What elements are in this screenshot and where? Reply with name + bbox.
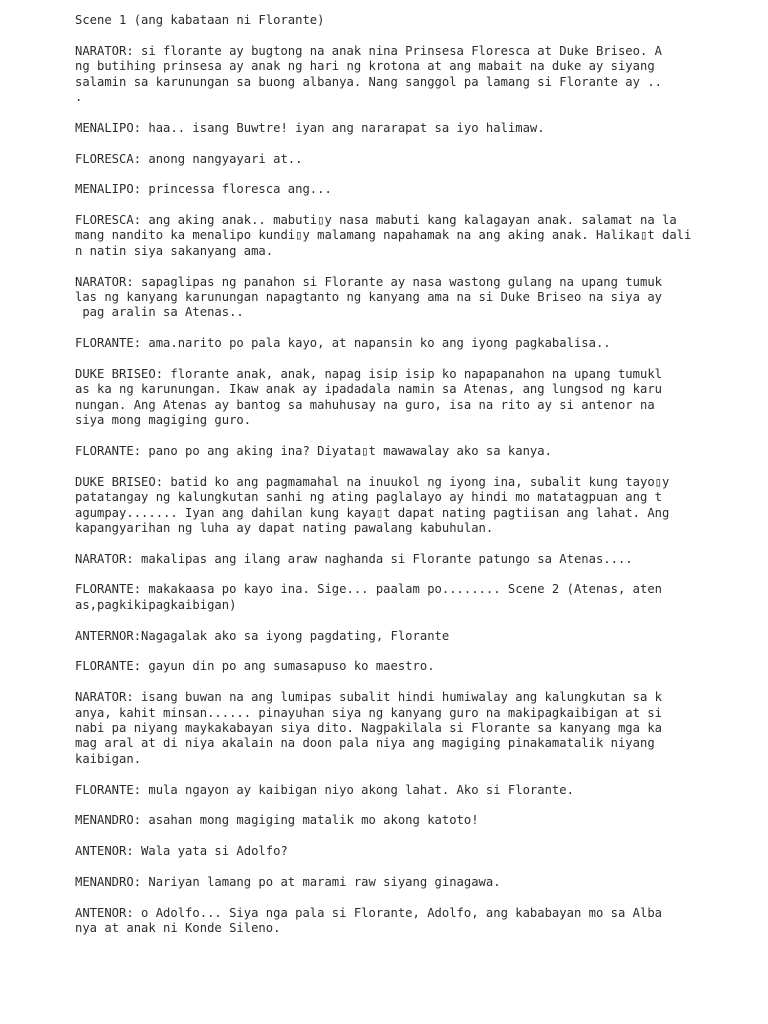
text-line: nabi pa niyang maykakabayan siya dito. Nagpakilala si Florante sa kanyang mga ka — [75, 720, 662, 735]
text-line: FLORANTE: makakaasa po kayo ina. Sige... paalam po........ Scene 2 (Atenas, aten — [75, 582, 662, 597]
paragraph-spacer — [75, 798, 755, 813]
text-line: DUKE BRISEO: batid ko ang pagmamahal na inuukol ng iyong ina, subalit kung tayo▯y — [75, 474, 670, 489]
text-line: FLORANTE: ama.narito po pala kayo, at napansin ko ang iyong pagkabalisa.. — [75, 336, 611, 351]
text-line: NARATOR: sapaglipas ng panahon si Florante ay nasa wastong gulang na upang tumuk — [75, 274, 662, 289]
script-paragraph — [75, 182, 755, 197]
paragraph-spacer — [75, 567, 755, 582]
text-line: ANTENOR: o Adolfo... Siya nga pala si Florante, Adolfo, ang kababayan mo sa Alba — [75, 905, 662, 920]
text-line: FLORANTE: pano po ang aking ina? Diyata▯t mawawalay ako sa kanya. — [75, 443, 552, 458]
text-line: ng butihing prinsesa ay anak ng hari ng krotona at ang mabait na duke ay siyang — [75, 59, 655, 74]
text-line: nungan. Ang Atenas ay bantog sa mahuhusay na guro, isa na rito ay si antenor na — [75, 397, 655, 412]
script-paragraph — [75, 121, 755, 136]
paragraph-spacer — [75, 28, 755, 43]
paragraph-spacer — [75, 198, 755, 213]
script-paragraph — [75, 444, 755, 459]
paragraph-spacer — [75, 259, 755, 274]
paragraph-spacer — [75, 459, 755, 474]
paragraph-spacer — [75, 644, 755, 659]
text-line: n natin siya sakanyang ama. — [75, 243, 274, 258]
paragraph-spacer — [75, 536, 755, 551]
script-paragraph — [75, 367, 755, 429]
script-paragraph — [75, 44, 755, 106]
script-paragraph — [75, 13, 755, 28]
script-document — [75, 13, 755, 936]
text-line: pag aralin sa Atenas.. — [75, 305, 244, 320]
paragraph-spacer — [75, 675, 755, 690]
text-line: Scene 1 (ang kabataan ni Florante) — [75, 13, 325, 27]
text-line: anya, kahit minsan...... pinayuhan siya ng kanyang guro na makipagkaibigan at si — [75, 705, 662, 720]
text-line: kapangyarihan ng luha ay dapat nating pawalang kabuhulan. — [75, 520, 494, 535]
paragraph-spacer — [75, 429, 755, 444]
paragraph-spacer — [75, 859, 755, 874]
text-line: MENANDRO: Nariyan lamang po at marami raw siyang ginagawa. — [75, 874, 501, 889]
script-paragraph — [75, 690, 755, 767]
text-line: MENALIPO: haa.. isang Buwtre! iyan ang nararapat sa iyo halimaw. — [75, 120, 545, 135]
text-line: kaibigan. — [75, 751, 142, 766]
text-line: as ka ng karunungan. Ikaw anak ay ipadadala namin sa Atenas, ang lungsod ng karu — [75, 382, 662, 397]
text-line: FLORANTE: mula ngayon ay kaibigan niyo akong lahat. Ako si Florante. — [75, 782, 574, 797]
text-line: NARATOR: makalipas ang ilang araw naghanda si Florante patungo sa Atenas.... — [75, 551, 633, 566]
text-line: ANTERNOR:Nagagalak ako sa iyong pagdating, Florante — [75, 628, 450, 643]
script-paragraph — [75, 906, 755, 937]
script-paragraph — [75, 875, 755, 890]
text-line: nya at anak ni Konde Sileno. — [75, 921, 281, 936]
text-line: agumpay....... Iyan ang dahilan kung kaya▯t dapat nating pagtiisan ang lahat. Ang — [75, 505, 670, 520]
text-line: salamin sa karunungan sa buong albanya. Nang sanggol pa lamang si Florante ay .. — [75, 74, 662, 89]
text-line: MENALIPO: princessa floresca ang... — [75, 182, 332, 197]
paragraph-spacer — [75, 767, 755, 782]
text-line: DUKE BRISEO: florante anak, anak, napag isip isip ko napapanahon na upang tumukl — [75, 366, 662, 381]
text-line: NARATOR: isang buwan na ang lumipas subalit hindi humiwalay ang kalungkutan sa k — [75, 690, 662, 705]
text-line: mag aral at di niya akalain na doon pala niya ang magiging pinakamatalik niyang — [75, 736, 655, 751]
script-paragraph — [75, 629, 755, 644]
script-paragraph — [75, 582, 755, 613]
text-line: FLORANTE: gayun din po ang sumasapuso ko maestro. — [75, 659, 435, 674]
paragraph-spacer — [75, 352, 755, 367]
script-paragraph — [75, 552, 755, 567]
text-line: . — [75, 89, 83, 104]
text-line: FLORESCA: anong nangyayari at.. — [75, 151, 303, 166]
script-paragraph — [75, 783, 755, 798]
paragraph-spacer — [75, 829, 755, 844]
paragraph-spacer — [75, 105, 755, 120]
text-line: mang nandito ka menalipo kundi▯y malamang napahamak na ang aking anak. Halika▯t dali — [75, 228, 692, 243]
paragraph-spacer — [75, 613, 755, 628]
text-line: NARATOR: si florante ay bugtong na anak nina Prinsesa Floresca at Duke Briseo. A — [75, 43, 662, 58]
script-paragraph — [75, 844, 755, 859]
paragraph-spacer — [75, 890, 755, 905]
text-line: patatangay ng kalungkutan sanhi ng ating paglalayo ay hindi mo matatagpuan ang t — [75, 490, 662, 505]
text-line: las ng kanyang karunungan napagtanto ng kanyang ama na si Duke Briseo na siya ay — [75, 290, 662, 305]
text-line: MENANDRO: asahan mong magiging matalik mo akong katoto! — [75, 813, 479, 828]
text-line: siya mong magiging guro. — [75, 413, 252, 428]
script-paragraph — [75, 813, 755, 828]
paragraph-spacer — [75, 167, 755, 182]
script-paragraph — [75, 475, 755, 537]
text-line: ANTENOR: Wala yata si Adolfo? — [75, 844, 288, 859]
text-line: FLORESCA: ang aking anak.. mabuti▯y nasa mabuti kang kalagayan anak. salamat na la — [75, 213, 677, 228]
script-paragraph — [75, 336, 755, 351]
paragraph-spacer — [75, 136, 755, 151]
script-paragraph — [75, 213, 755, 259]
paragraph-spacer — [75, 321, 755, 336]
script-paragraph — [75, 275, 755, 321]
script-paragraph — [75, 659, 755, 674]
script-paragraph — [75, 152, 755, 167]
text-line: as,pagkikipagkaibigan) — [75, 597, 237, 612]
